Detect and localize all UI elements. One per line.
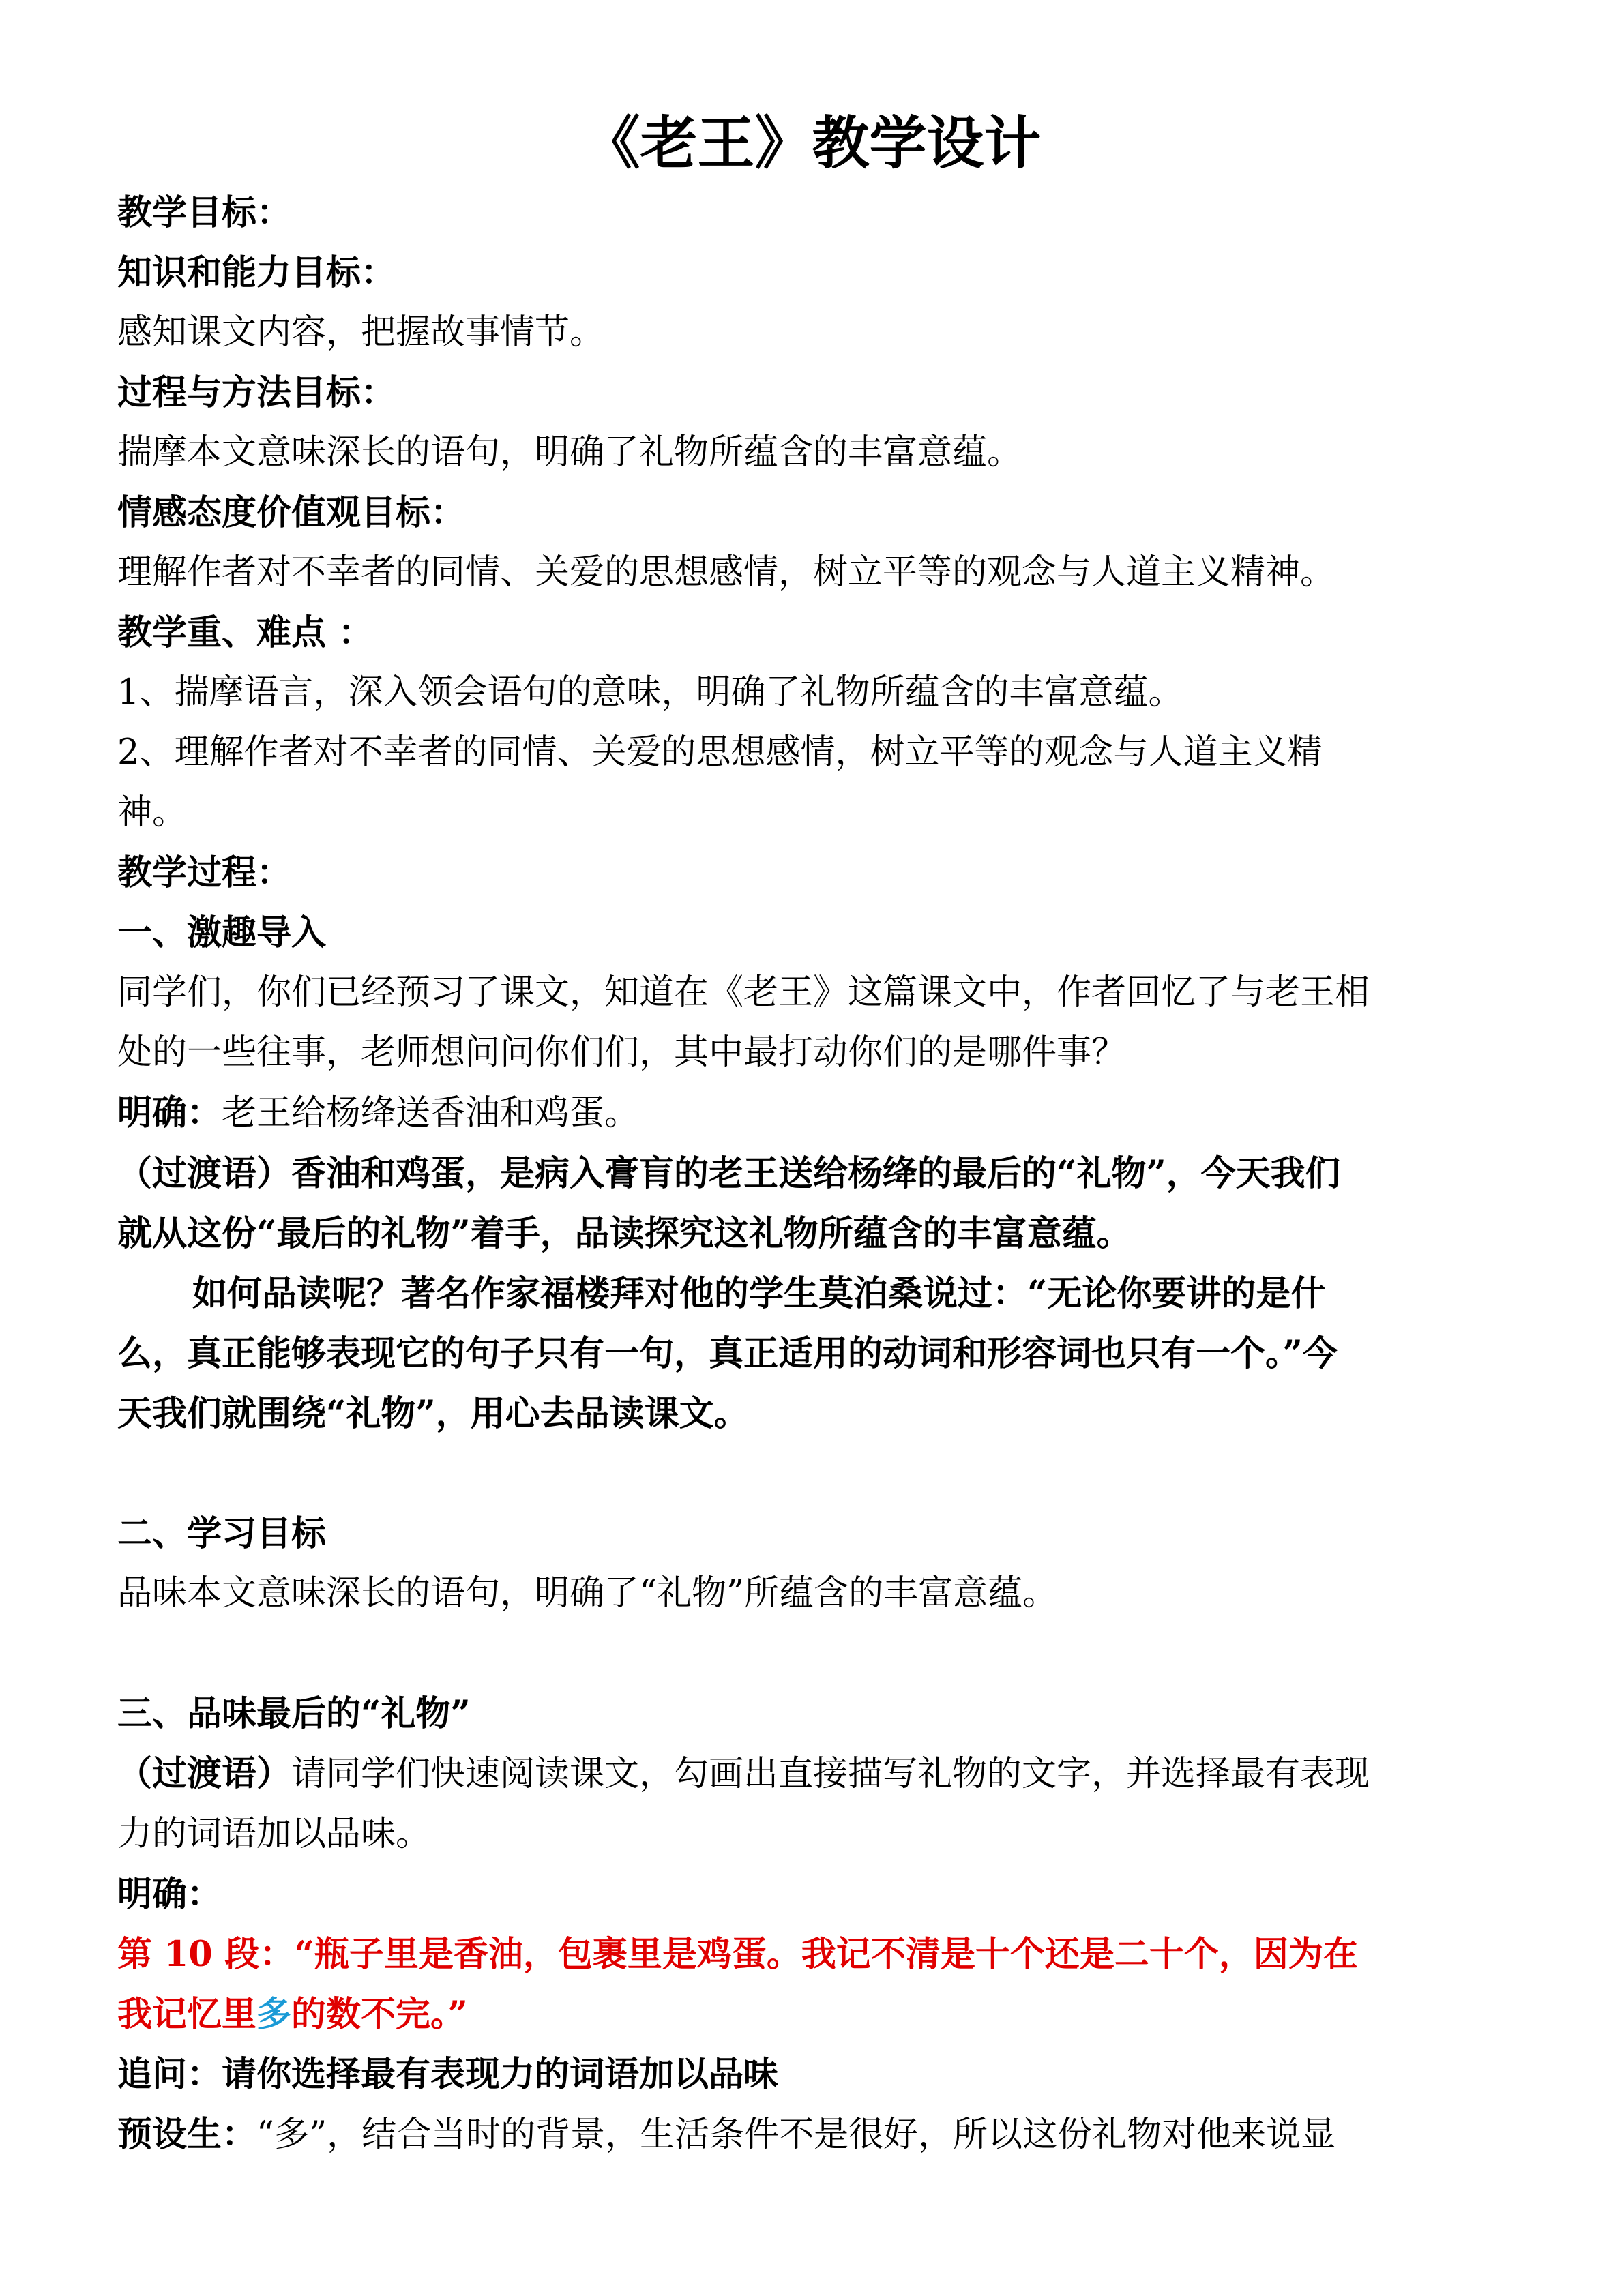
section-2-text: 品味本文意味深长的语句，明确了“礼物”所蕴含的丰富意蕴。: [117, 1573, 1058, 1613]
spacer: [117, 1444, 1495, 1504]
process-goal-text: 揣摩本文意味深长的语句，明确了礼物所蕴含的丰富意蕴。: [117, 432, 1022, 473]
quoted-passage-line-1: 第 10 段：“瓶子里是香油，包裹里是鸡蛋。我记不清是十个还是二十个，因为在: [117, 1934, 1358, 1975]
section-1-clarify: [117, 1083, 1495, 1144]
knowledge-heading: 知识和能力目标：: [117, 252, 396, 293]
objectives-heading: 教学目标：: [117, 192, 292, 233]
followup-question: 追问：请你选择最有表现力的词语加以品味: [117, 2054, 779, 2095]
key-point-2-line-1: 2、理解作者对不幸者的同情、关爱的思想感情，树立平等的观念与人道主义精: [117, 732, 1323, 773]
section-1-para-line-2: 处的一些往事，老师想问问你们们，其中最打动你们的是哪件事？: [117, 1032, 1127, 1073]
quote-line-2: 么，真正能够表现它的句子只有一句，真正适用的动词和形容词也只有一个。”今: [117, 1333, 1338, 1374]
transition-text: 请同学们快速阅读课文，勾画出直接描写礼物的文字，并选择最有表现: [291, 1754, 1370, 1794]
section-3-clarify-label: 明确：: [117, 1874, 222, 1915]
page-title: 《老王》教学设计: [582, 110, 1042, 177]
transition-line-2: 就从这份“最后的礼物”着手，品读探究这礼物所蕴含的丰富意蕴。: [117, 1213, 1132, 1254]
section-1-para-line-1: 同学们，你们已经预习了课文，知道在《老王》这篇课文中，作者回忆了与老王相: [117, 972, 1370, 1013]
key-point-2-line-2: 神。: [117, 792, 188, 833]
section-3-transition-line-2: 力的词语加以品味。: [117, 1814, 431, 1854]
knowledge-text: 感知课文内容，把握故事情节。: [117, 312, 605, 353]
clarify-text: 老王给杨绛送香油和鸡蛋。: [222, 1093, 640, 1133]
transition-line-1: （过渡语）香油和鸡蛋，是病入膏肓的老王送给杨绛的最后的“礼物”，今天我们: [117, 1153, 1340, 1194]
quote-line-3: 天我们就围绕“礼物”，用心去品读课文。: [117, 1393, 749, 1434]
emotion-text: 理解作者对不幸者的同情、关爱的思想感情，树立平等的观念与人道主义精神。: [117, 552, 1335, 593]
section-3-transition-line-1: [117, 1744, 1495, 1804]
preset-answer: [117, 2104, 1495, 2165]
process-goal-heading: 过程与方法目标：: [117, 372, 396, 413]
preset-label: 预设生：: [117, 2114, 257, 2155]
teaching-process-heading: 教学过程：: [117, 852, 292, 893]
preset-text: “多”，结合当时的背景，生活条件不是很好，所以这份礼物对他来说显: [256, 2115, 1336, 2155]
passage-before: 我记忆里: [117, 1994, 257, 2035]
transition-label: （过渡语）: [117, 1753, 292, 1794]
clarify-label: 明确：: [117, 1092, 222, 1133]
quoted-passage-line-2: [117, 1984, 1495, 2044]
passage-after: 的数不完。”: [291, 1994, 468, 2035]
section-1-heading: 一、激趣导入: [117, 912, 327, 953]
highlighted-word: 多: [256, 1994, 292, 2035]
emotion-heading: 情感态度价值观目标：: [117, 492, 466, 533]
spacer: [117, 1624, 1495, 1684]
quote-line-1: 如何品读呢？著名作家福楼拜对他的学生莫泊桑说过：“无论你要讲的是什: [192, 1273, 1326, 1314]
section-2-heading: 二、学习目标: [117, 1513, 327, 1554]
section-3-heading: 三、品味最后的“礼物”: [117, 1693, 471, 1734]
key-point-1: 1、揣摩语言，深入领会语句的意味，明确了礼物所蕴含的丰富意蕴。: [117, 672, 1183, 713]
document-body: [117, 183, 1495, 2165]
key-points-heading: 教学重、难点 ：: [117, 612, 373, 653]
